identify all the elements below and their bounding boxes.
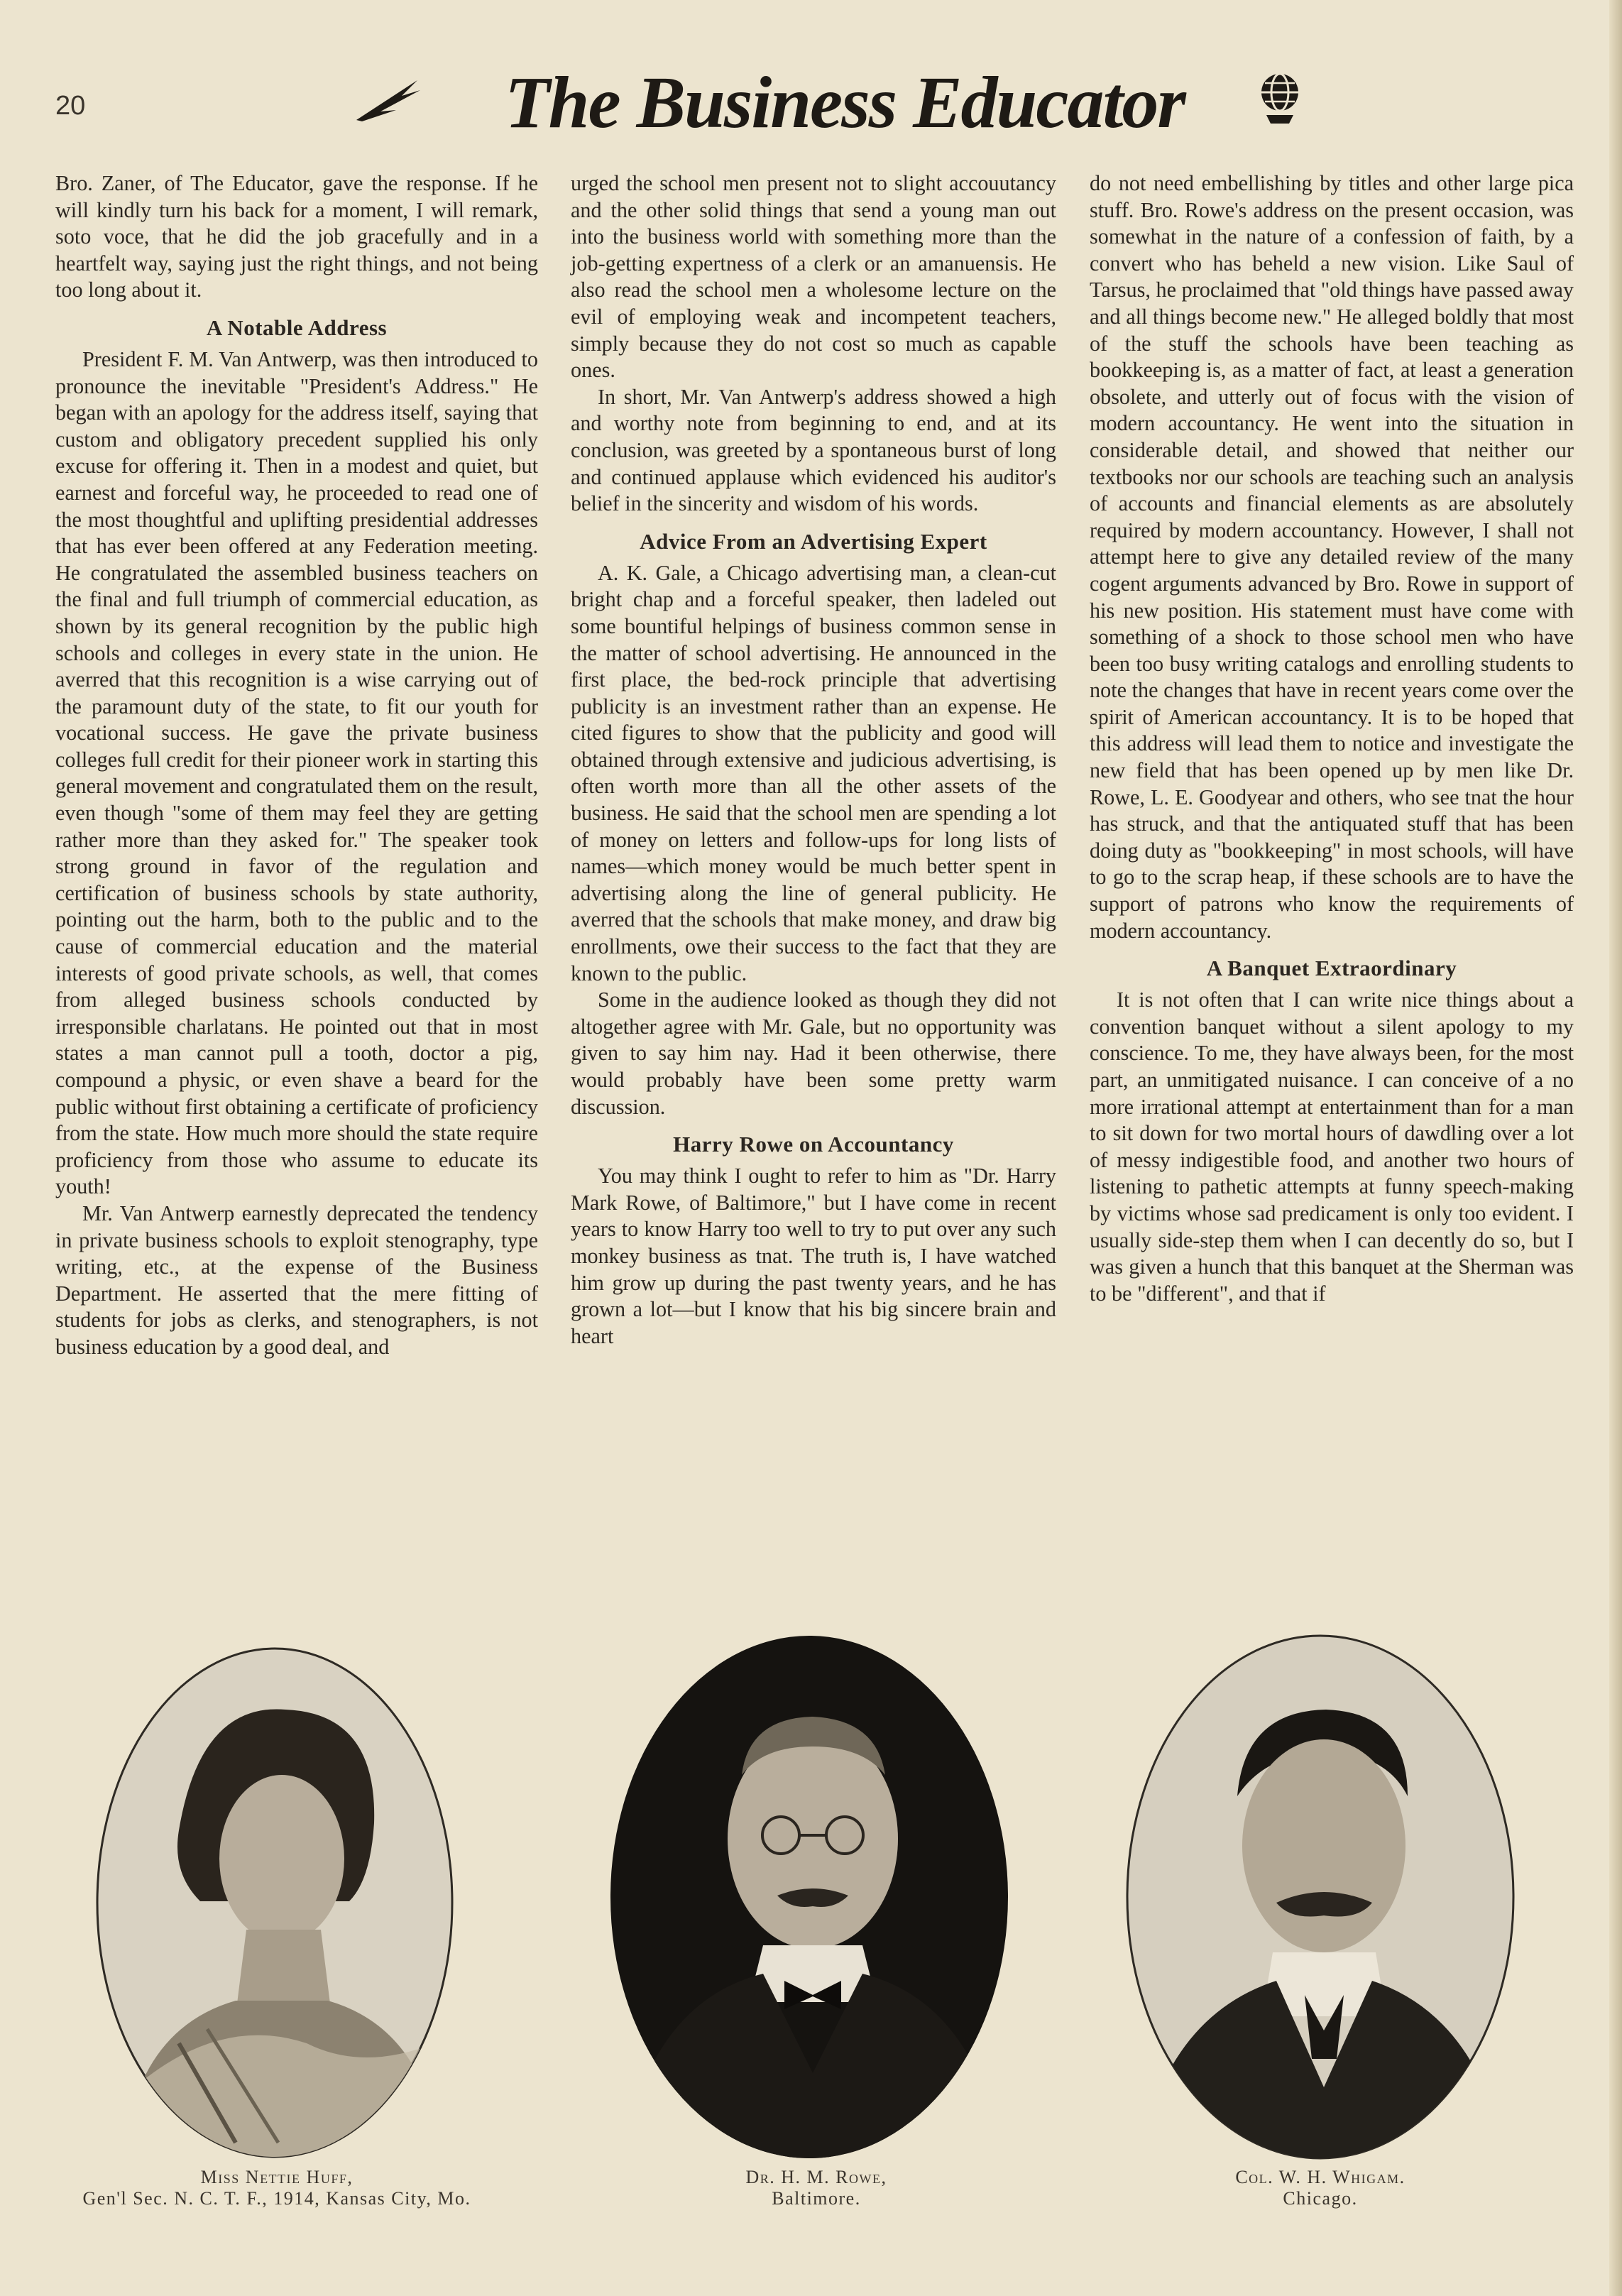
quill-pen-icon	[352, 75, 423, 124]
paragraph: Some in the audience looked as though they did not altogether agree with Mr. Gale, but no opportunity was given to say him nay. Had it been otherwise, there would probably have been some pretty warm discussion.	[571, 988, 1056, 1119]
section-heading: Harry Rowe on Accountancy	[673, 1132, 954, 1157]
paragraph: urged the school men present not to slight accouutancy and the other solid things that send a young man out into the business world with something more than the job-getting expertness of a clerk or an amanuensis. He also read the school men a wholesome lecture on the evil of employing weak and incompetent teachers, simply because they do not cost so much as capable ones.	[571, 171, 1056, 383]
portrait-photo-w-h-whigam	[1124, 1633, 1518, 2162]
caption-h-m-rowe	[667, 2167, 965, 2209]
caption-detail: Chicago.	[1283, 2188, 1358, 2209]
paragraph: It is not often that I can write nice things about a convention banquet without a silent apology to my conscience. To me, they have always been, for the most part, an unmitigated nuisance. I can conceive of a no more irrational attempt at entertainment than for a man to sit down for two mortal hours of dawdling over a lot of messy indigestible food, and another two hours of listening to pathetic attempts at funny speech-making by victims whose sad predicament is only too evident. I usually side-step them when I can decently do so, but I was given a hunch that this banquet at the Sherman was to be "different", and that if	[1090, 988, 1574, 1306]
caption-name: Dr. H. M. Rowe,	[745, 2167, 887, 2187]
caption-name: Miss Nettie Huff,	[200, 2167, 354, 2187]
caption-detail: Baltimore.	[772, 2188, 861, 2209]
paragraph: A. K. Gale, a Chicago advertising man, a clean-cut bright chap and a forceful speaker, then ladeled out some bountiful helpings of business common sense in the matter of school advertising. He announced in the first place, the bed-rock principle that advertising publicity is an investment rather than an expense. He cited figures to show that the publicity and good will obtained through extensive and judicious advertising, is often worth more than all the other assets of the business. He said that the school men are spending a lot of money on letters and follow-ups for long lists of names—which money would be much better spent in advertising along the line of general publicity. He averred that the schools that make money, and draw big enrollments, owe their success to the fact that they are known to the public.	[571, 560, 1056, 985]
portrait-photo-nettie-huff	[94, 1646, 456, 2160]
column-1	[55, 170, 538, 1361]
page-edge	[1609, 0, 1622, 2296]
section-heading: A Notable Address	[206, 315, 388, 340]
paragraph: Bro. Zaner, of The Educator, gave the response. If he will kindly turn his back for a moment, I will remark, soto voce, that he did the job gracefully and in a heartfelt way, saying just the right things, and not being too long about it.	[55, 171, 538, 302]
globe-emblem-icon	[1256, 71, 1303, 125]
paragraph: You may think I ought to refer to him as "Dr. Harry Mark Rowe, of Baltimore," but I have come in recent years to know Harry too well to try to put over any such monkey business as tnat. The truth is, I have watched him grow up during the past twenty years, and he has grown a lot—but I know that his big sincere brain and heart	[571, 1164, 1056, 1348]
paragraph: President F. M. Van Antwerp, was then introduced to pronounce the inevitable "President's Address." He began with an apology for the address itself, saying that custom and obligatory precedent supplied his only excuse for offering it. Then in a modest and quiet, but earnest and forceful way, he proceeded to read one of the most thoughtful and uplifting presidential addresses that has ever been offered at any Federation meeting. He congratulated the assembled business teachers on the final and full triumph of commercial education, as shown by its general recognition by the public high schools and colleges in every state in the union. He averred that this recognition is a wise carrying out of the paramount duty of the state, to fit our youth for vocational success. He gave the private business colleges full credit for their pioneer work in starting this general movement and congratulated them on the result, even though "some of them may feel they are getting rather more than they asked for." The speaker took strong ground in favor of the regulation and certification of business schools by state authority, pointing out the harm, both to the public and to the cause of commercial education and the material interests of good private schools, as well, that comes from alleged business schools conducted by irresponsible charlatans. He pointed out that in most states a man cannot pull a tooth, doctor a pig, compound a physic, or even shave a beard for the public without first obtaining a certificate of proficiency from the state. How much more should the state require proficiency from those who assume to educate its youth!	[55, 346, 538, 1199]
section-heading: Advice From an Advertising Expert	[640, 528, 987, 554]
caption-name: Col. W. H. Whigam.	[1235, 2167, 1405, 2187]
masthead-title: The Business Educator	[505, 62, 1185, 143]
paragraph: Mr. Van Antwerp earnestly deprecated the tendency in private business schools to exploit stenography, type writing, etc., at the expense of the Business Department. He asserted that the mere fitting of students for jobs as clerks, and stenographers, is not business education by a good deal, and	[55, 1201, 538, 1359]
paragraph: do not need embellishing by titles and other large pica stuff. Bro. Rowe's address on the present occasion, was somewhat in the nature of a confession of faith, by a convert who has beheld a new vision. Like Saul of Tarsus, he proclaimed that "old things have passed away and all things become new." He alleged boldly that most of the stuff the schools have been teaching as bookkeeping is, as a matter of fact, at least a generation obsolete, and utterly out of focus with the vision of modern accountancy. He went into the situation in considerable detail, and showed that neither our textbooks nor our schools are teaching such an analysis of accounts and financial elements as are absolutely required by modern accountancy. However, I shall not attempt here to give any detailed review of the many cogent arguments advanced by Bro. Rowe in support of his new position. His statement must have come with something of a shock to those school men who have been too busy writing catalogs and enrolling students to note the changes that have in recent years come over the spirit of American accountancy. It is to be hoped that this address will lead them to notice and investigate the new field that has been opened up by men like Dr. Rowe, L. E. Goodyear and others, who see tnat the hour has struck, and that the antiquated stuff that has been doing duty as "bookkeeping" in most schools, will have to go to the scrap heap, if these schools are to have the support of patrons who know the requirements of modern accountancy.	[1090, 171, 1574, 943]
column-3	[1090, 170, 1574, 1307]
page-number: 20	[55, 91, 86, 121]
column-2	[571, 170, 1056, 1350]
caption-w-h-whigam	[1164, 2167, 1476, 2209]
caption-nettie-huff	[43, 2167, 511, 2209]
caption-detail: Gen'l Sec. N. C. T. F., 1914, Kansas City, Mo.	[82, 2188, 471, 2209]
section-heading: A Banquet Extraordinary	[1206, 956, 1457, 981]
paragraph: In short, Mr. Van Antwerp's address showed a high and worthy note from beginning to end, and at its conclusion, was greeted by a spontaneous burst of long and continued applause which evidenced his auditor's belief in the sincerity and wisdom of his words.	[571, 384, 1056, 516]
portrait-photo-h-m-rowe	[607, 1633, 1012, 2162]
